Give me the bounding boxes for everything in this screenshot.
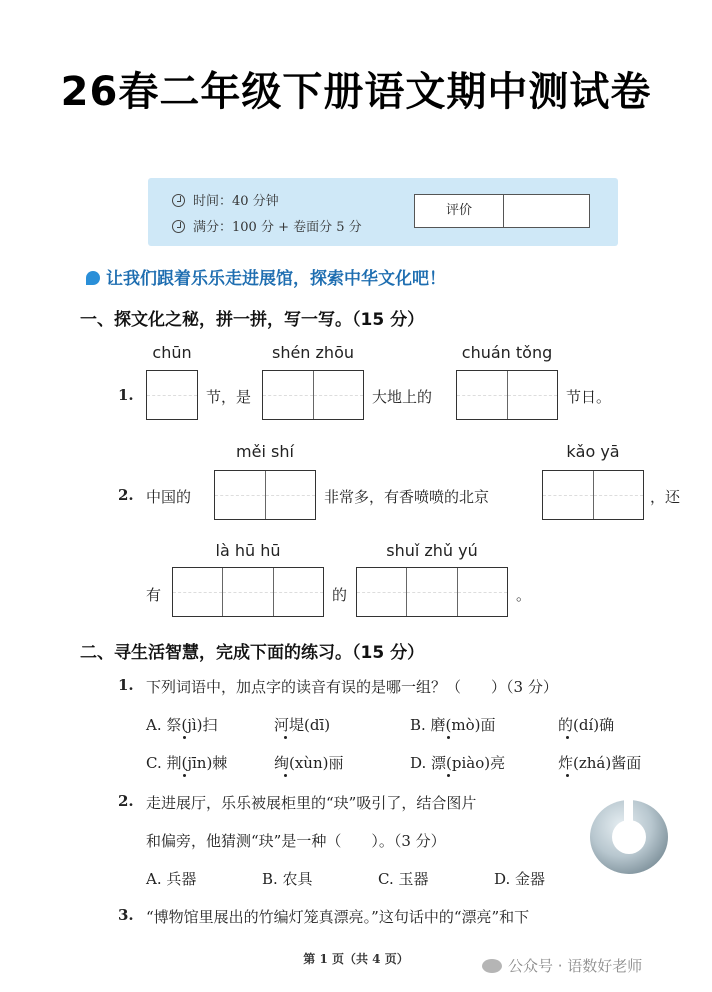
watermark-text: 公众号 · 语数好老师: [508, 957, 643, 975]
option-a2-text: 河堤(dī): [274, 716, 331, 734]
emphasis-dot: [447, 736, 450, 739]
q2-text-f: 。: [516, 586, 532, 604]
q2-text-c: ，还: [650, 488, 681, 506]
writing-box-meishi[interactable]: [214, 470, 316, 520]
section1-heading: 一、探文化之秘，拼一拼，写一写。（15 分）: [80, 310, 425, 330]
s2-q1-stem: 下列词语中，加点字的读音有误的是哪一组？（ ）（3 分）: [146, 678, 558, 696]
option-b1[interactable]: [410, 714, 496, 735]
q1-text-c: 节日。: [566, 388, 612, 406]
jade-hole: [612, 820, 646, 854]
evaluation-box: [414, 194, 590, 228]
score-text: 满分：100 分 + 卷面分 5 分: [193, 220, 362, 235]
emphasis-dot: [566, 736, 569, 739]
q1-text-b: 大地上的: [372, 388, 433, 406]
option-weapon[interactable]: A. 兵器: [146, 870, 197, 888]
option-c2: [274, 752, 344, 773]
option-farm-tool[interactable]: B. 农具: [262, 870, 313, 888]
evaluation-field[interactable]: [503, 195, 589, 227]
option-b2-text: 的(dí)确: [558, 716, 615, 734]
check-icon: [172, 220, 185, 233]
pinyin-chuantong: chuán tǒng: [461, 343, 553, 362]
q1-number: 1.: [118, 386, 134, 404]
q2-text-b: 非常多，有香喷喷的北京: [324, 488, 490, 506]
s2-q3-number: 3.: [118, 906, 134, 924]
clock-icon: [172, 194, 185, 207]
theme-text: 让我们跟着乐乐走进展馆，探索中华文化吧！: [106, 269, 446, 289]
emphasis-dot: [284, 774, 287, 777]
emphasis-dot: [183, 736, 186, 739]
jade-jue-image: [590, 800, 668, 874]
option-d2-text: 炸(zhá)酱面: [558, 754, 642, 772]
pinyin-kaoya: kǎo yā: [566, 442, 620, 461]
option-jade[interactable]: C. 玉器: [378, 870, 429, 888]
wechat-icon: [482, 959, 502, 973]
writing-box-chuantong[interactable]: [456, 370, 558, 420]
q2-text-a: 中国的: [146, 488, 192, 506]
writing-box-chun[interactable]: [146, 370, 198, 420]
writing-box-lahuhu[interactable]: [172, 567, 324, 617]
q2-text-e: 的: [332, 586, 348, 604]
option-a1[interactable]: [146, 714, 218, 735]
option-a2: [274, 714, 330, 735]
writing-box-shuizhuyu[interactable]: [356, 567, 508, 617]
watermark: [482, 955, 642, 976]
pinyin-meishi: měi shí: [236, 442, 294, 461]
theme-banner: [86, 264, 446, 289]
emphasis-dot: [566, 774, 569, 777]
option-a1-text: A. 祭(jì)扫: [146, 716, 218, 734]
option-b1-text: B. 磨(mò)面: [410, 716, 496, 734]
option-b2: [558, 714, 614, 735]
s2-q2-line2: 和偏旁，他猜测“玦”是一种（ ）。（3 分）: [146, 832, 446, 850]
option-d1[interactable]: [410, 752, 505, 773]
option-c2-text: 绚(xùn)丽: [274, 754, 344, 772]
option-gold[interactable]: D. 金器: [494, 870, 546, 888]
option-c1[interactable]: [146, 752, 227, 773]
s2-q3-text: “博物馆里展出的竹编灯笼真漂亮。”这句话中的“漂亮”和下: [146, 908, 530, 926]
q2-number: 2.: [118, 486, 134, 504]
score-info: [172, 216, 362, 235]
q2-text-d: 有: [146, 586, 162, 604]
pinyin-lahuhu: là hū hū: [215, 541, 281, 560]
evaluation-label: 评价: [415, 195, 504, 227]
s2-q2-number: 2.: [118, 792, 134, 810]
leaf-icon: [86, 271, 100, 285]
emphasis-dot: [447, 774, 450, 777]
pinyin-shuizhuyu: shuǐ zhǔ yú: [386, 541, 478, 560]
option-c1-text: C. 荆(jīn)棘: [146, 754, 228, 772]
time-text: 时间：40 分钟: [193, 194, 279, 209]
s2-q2-line1: 走进展厅，乐乐被展柜里的“玦”吸引了，结合图片: [146, 794, 477, 812]
jade-gap: [624, 800, 633, 822]
pinyin-shenzhou: shén zhōu: [271, 343, 354, 362]
page-title: 26春二年级下册语文期中测试卷: [60, 69, 652, 115]
writing-box-kaoya[interactable]: [542, 470, 644, 520]
emphasis-dot: [183, 774, 186, 777]
option-d1-text: D. 漂(piào)亮: [410, 754, 506, 772]
s2-q1-number: 1.: [118, 676, 134, 694]
page-number: 第 1 页（共 4 页）: [303, 952, 409, 966]
pinyin-chun: chūn: [152, 343, 192, 362]
emphasis-dot: [284, 736, 287, 739]
info-panel: [148, 178, 618, 246]
time-info: [172, 190, 279, 209]
section2-heading: 二、寻生活智慧，完成下面的练习。（15 分）: [80, 643, 425, 663]
option-d2: [558, 752, 641, 773]
writing-box-shenzhou[interactable]: [262, 370, 364, 420]
q1-text-a: 节，是: [206, 388, 252, 406]
